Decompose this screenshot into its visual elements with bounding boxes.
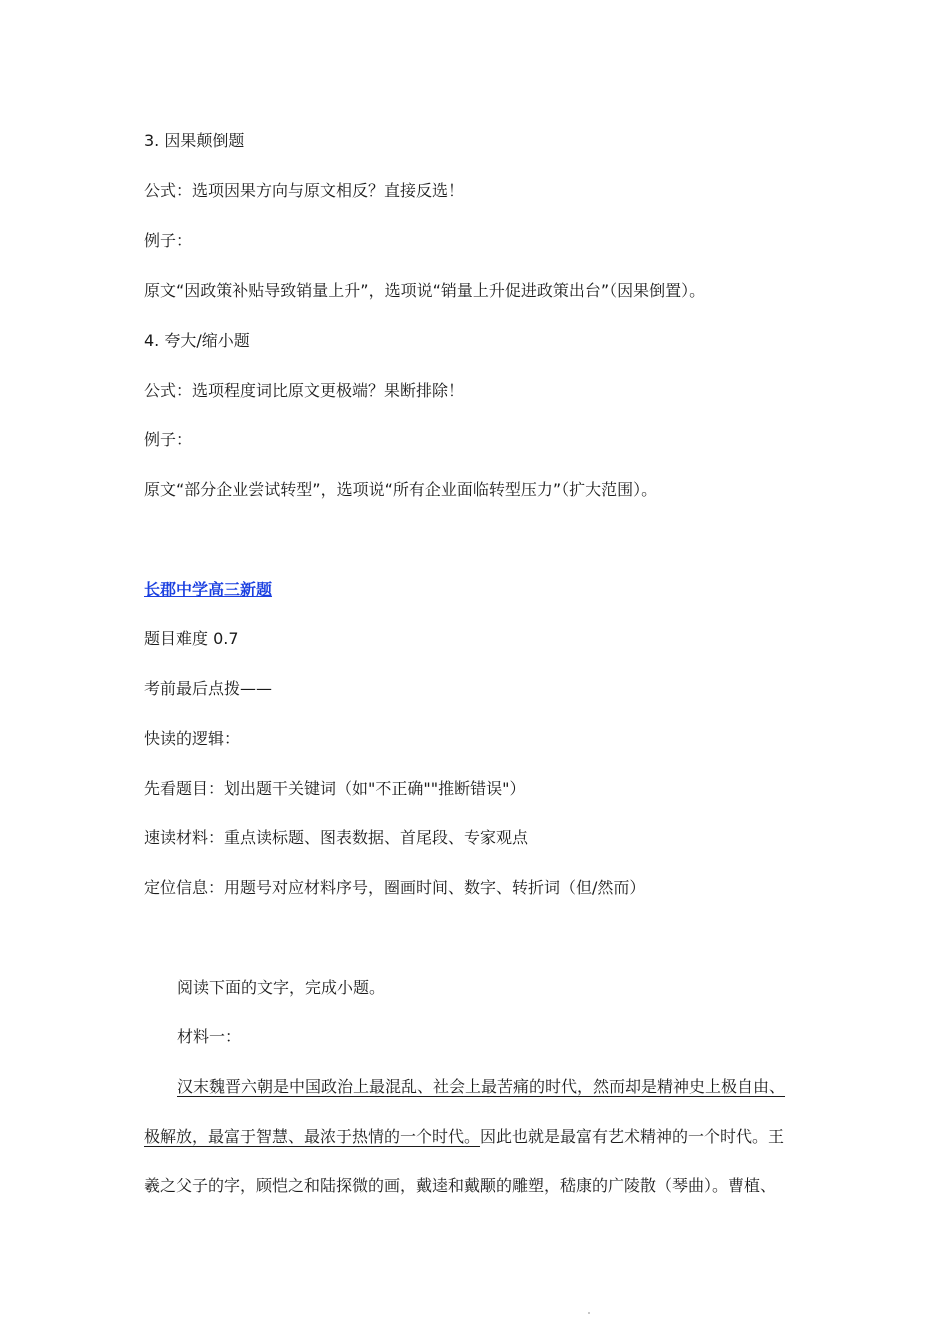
material-paragraph-line-3: 羲之父子的字，顾恺之和陆探微的画，戴逵和戴颙的雕塑，嵇康的广陵散（琴曲）。曹植、 bbox=[144, 1176, 777, 1195]
difficulty-text: 题目难度 0.7 bbox=[144, 629, 239, 648]
underlined-passage-1: 汉末魏晋六朝是中国政治上最混乱、社会上最苦痛的时代，然而却是精神史上极自由、 bbox=[177, 1077, 786, 1096]
passage-continuation: 因此也就是最富有艺术精神的一个时代。王 bbox=[480, 1127, 785, 1146]
material-paragraph-line-1 bbox=[177, 1076, 808, 1098]
page-footer-mark bbox=[588, 1312, 590, 1314]
step-read-question: 先看题目：划出题干关键词（如"不正确""推断错误"） bbox=[144, 779, 526, 798]
section3-example-label: 例子： bbox=[144, 231, 193, 250]
logic-title: 快读的逻辑： bbox=[144, 729, 241, 748]
tips-title: 考前最后点拨—— bbox=[144, 679, 273, 698]
section3-example: 原文“因政策补贴导致销量上升”，选项说“销量上升促进政策出台”（因果倒置）。 bbox=[144, 281, 706, 300]
section3-title: 3. 因果颠倒题 bbox=[144, 131, 245, 150]
section4-title: 4. 夸大/缩小题 bbox=[144, 331, 250, 350]
material-paragraph-line-2 bbox=[144, 1126, 784, 1148]
material-label: 材料一： bbox=[177, 1027, 242, 1046]
section3-formula: 公式：选项因果方向与原文相反？直接反选！ bbox=[144, 181, 465, 200]
reading-instruction: 阅读下面的文字，完成小题。 bbox=[177, 978, 386, 997]
exam-title-link[interactable]: 长郡中学高三新题 bbox=[144, 580, 273, 599]
section4-example: 原文“部分企业尝试转型”，选项说“所有企业面临转型压力”（扩大范围）。 bbox=[144, 480, 658, 499]
section4-example-label: 例子： bbox=[144, 430, 193, 449]
step-locate-info: 定位信息：用题号对应材料序号，圈画时间、数字、转折词（但/然而） bbox=[144, 878, 646, 897]
step-skim-material: 速读材料：重点读标题、图表数据、首尾段、专家观点 bbox=[144, 828, 529, 847]
underlined-passage-2: 极解放，最富于智慧、最浓于热情的一个时代。 bbox=[144, 1127, 481, 1146]
section4-formula: 公式：选项程度词比原文更极端？果断排除！ bbox=[144, 381, 465, 400]
